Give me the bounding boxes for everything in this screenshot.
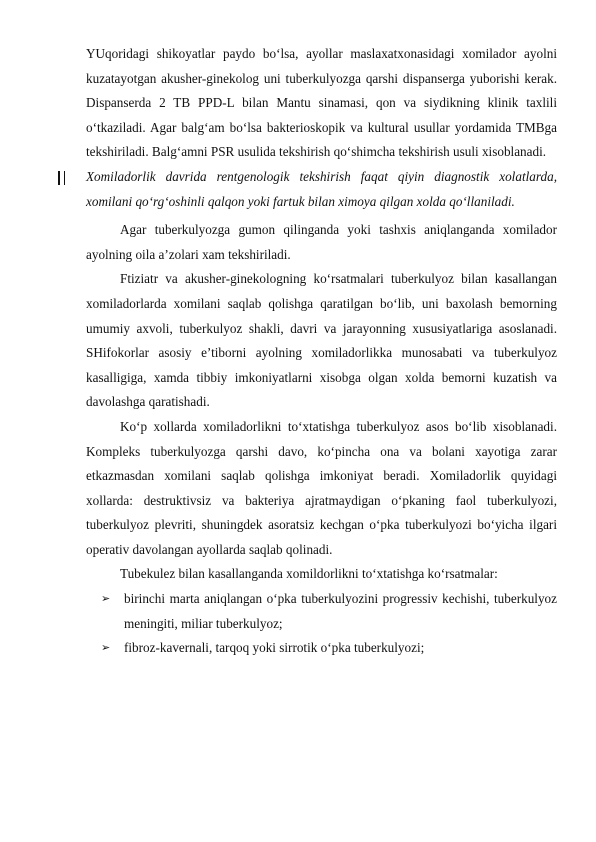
paragraph-doctors-guidance: Ftiziatr va akusher-ginekologning ko‘rsatmalari tuberkulyoz bilan kasallangan xomiladorlarda xomilani saqlab qolishga qaratilgan bo‘lib, uni baxolash bemorning umumiy axvoli, tuberkulyoz shakli, davri va jarayonning xususiyatlariga asoslanadi. SHifokorlar asosiy e’tiborni ayolning xomiladorlikka munosabati va tuberkulyoz kasalligiga, xamda tibbiy imkoniyatlarni xisobga olgan xolda bemorni kuzatish va davolashga qaratishadi. [86, 271, 557, 410]
list-item-text: fibroz-kavernali, tarqoq yoki sirrotik o‘pka tuberkulyozi; [124, 640, 425, 656]
paragraph-indications-heading: Tubekulez bilan kasallanganda xomildorlikni to‘xtatishga ko‘rsatmalar: [120, 566, 498, 582]
document-page [86, 42, 557, 661]
list-item [86, 587, 557, 636]
margin-marker-icon [58, 171, 68, 185]
note-block [86, 165, 557, 214]
paragraph-pregnancy-preservation: Ko‘p xollarda xomiladorlikni to‘xtatishga tuberkulyoz asos bo‘lib xisoblanadi. Kompleks tuberkulyozga qarshi davo, ko‘pincha ona va bolani xayotiga zarar etkazmasdan xomilani saqlab qolishga imkoniyat beradi. Xomiladorlik quyidagi xollarda: destruktivsiz va bakteriya ajratmaydigan o‘pkaning faol tuberkulyozi, tuberkulyoz plevriti, shuningdek asoratsiz kechgan o‘pka tuberkulyozi bo‘yicha ilgari operativ davolangan ayollarda saqlab qolinadi. [86, 418, 557, 557]
indications-list [86, 587, 557, 661]
paragraph-complaints-referral: YUqoridagi shikoyatlar paydo bo‘lsa, ayollar maslaxatxonasidagi xomilador ayolni kuzatayotgan akusher-ginekolog uni tuberkulyozga qarshi dispanserga yuborishi kerak. Dispanserda 2 TB PPD-L bilan Mantu sinamasi, qon va siydikning klinik taxlili o‘tkaziladi. Agar balg‘am bo‘lsa bakterioskopik va kultural usullar yordamida TMBga tekshiriladi. Balg‘amni PSR usulida tekshirish qo‘shimcha tekshirish usuli xisoblanadi. [86, 46, 557, 160]
arrow-bullet-icon: ➢ [101, 592, 111, 606]
list-item [86, 636, 557, 661]
arrow-bullet-icon: ➢ [101, 641, 111, 655]
list-item-text: birinchi marta aniqlangan o‘pka tuberkulyozini progressiv kechishi, tuberkulyoz meningiti, miliar tuberkulyoz; [124, 591, 557, 631]
paragraph-xray-note: Xomiladorlik davrida rentgenologik tekshirish faqat qiyin diagnostik xolatlarda, xomilani qo‘rg‘oshinli qalqon yoki fartuk bilan ximoya qilgan xolda qo‘llaniladi. [86, 168, 557, 209]
paragraph-family-check: Agar tuberkulyozga gumon qilinganda yoki tashxis aniqlanganda xomilador ayolning oila a’zolari xam tekshiriladi. [86, 222, 557, 262]
